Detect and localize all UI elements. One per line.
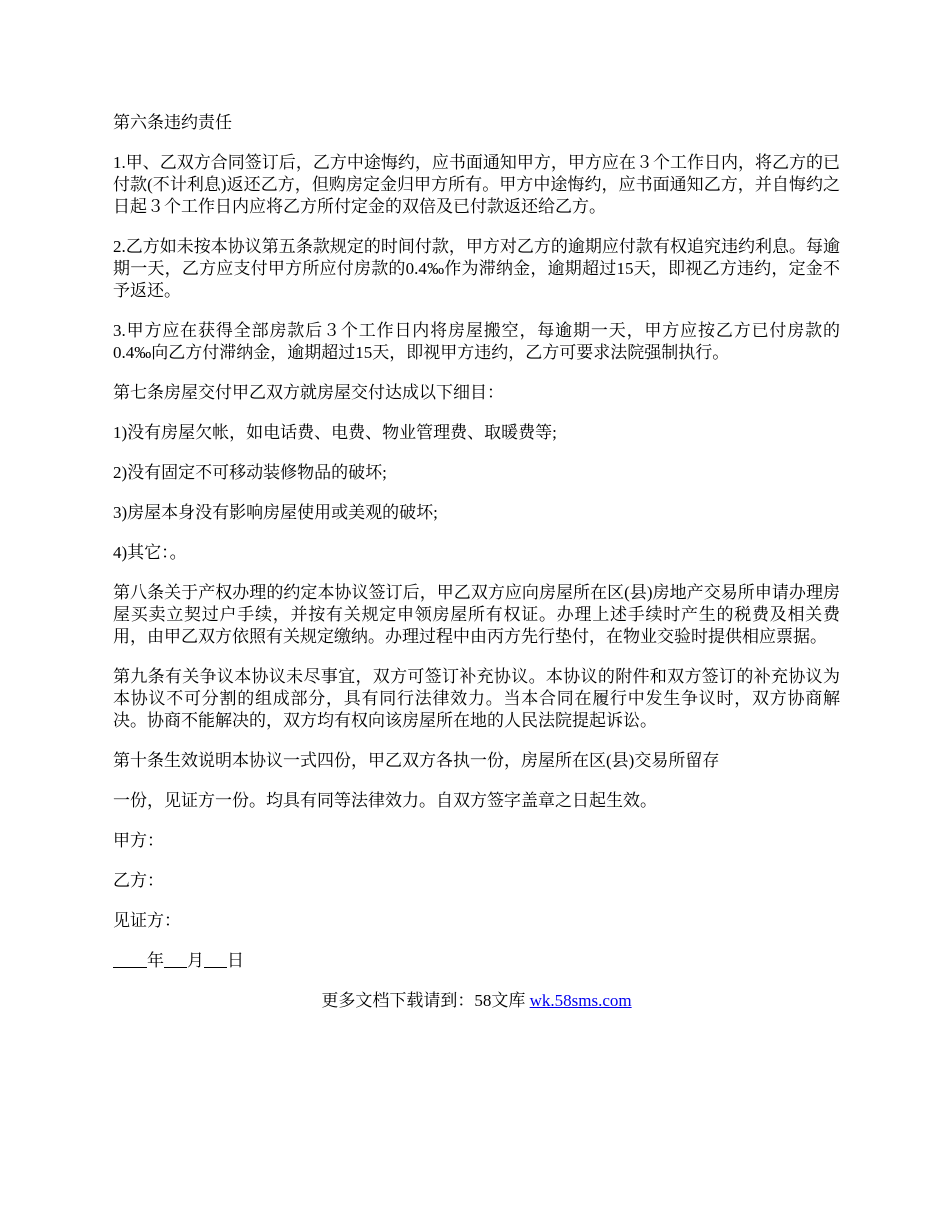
day-label: 日 [227,951,244,970]
footer-link[interactable]: wk.58sms.com [529,991,632,1010]
article-7-item-3: 3)房屋本身没有影响房屋使用或美观的破坏; [113,503,438,522]
article-9: 第九条有关争议本协议未尽事宜，双方可签订补充协议。本协议的附件和双方签订的补充协议为本协议不可分割的组成部分，具有同行法律效力。当本合同在履行中发生争议时，双方协商解决。协商不能解决的，双方均有权向该房屋所在地的人民法院提起诉讼。 [113,667,840,730]
article-10-line-2: 一份，见证方一份。均具有同等法律效力。自双方签字盖章之日起生效。 [113,791,657,810]
party-b-signature-line: 乙方： [113,871,164,890]
witness-signature-line: 见证方： [113,911,181,930]
day-blank [204,951,227,968]
article-6-clause-2: 2.乙方如未按本协议第五条款规定的时间付款，甲方对乙方的逾期应付款有权追究违约利息。每逾期一天，乙方应支付甲方所应付房款的0.4‰作为滞纳金，逾期超过15天，即视乙方违约，定金不予返还。 [113,237,840,300]
article-7-heading: 第七条房屋交付甲乙双方就房屋交付达成以下细目： [113,383,504,402]
article-8: 第八条关于产权办理的约定本协议签订后，甲乙双方应向房屋所在区(县)房地产交易所申请办理房屋买卖立契过户手续，并按有关规定申领房屋所有权证。办理上述手续时产生的税费及相关费用，由甲乙双方依照有关规定缴纳。办理过程中由丙方先行垫付，在物业交验时提供相应票据。 [113,583,840,646]
article-6-heading: 第六条违约责任 [113,113,232,132]
article-7-item-4: 4)其它：。 [113,543,187,562]
article-6-clause-3: 3.甲方应在获得全部房款后３个工作日内将房屋搬空，每逾期一天，甲方应按乙方已付房款的0.4‰向乙方付滞纳金，逾期超过15天，即视甲方违约，乙方可要求法院强制执行。 [113,321,840,362]
month-label: 月 [187,951,204,970]
article-10-line-1: 第十条生效说明本协议一式四份，甲乙双方各执一份，房屋所在区(县)交易所留存 [113,751,720,770]
article-7-item-1: 1)没有房屋欠帐，如电话费、电费、物业管理费、取暖费等; [113,423,557,442]
article-7-item-2: 2)没有固定不可移动装修物品的破坏; [113,463,387,482]
footer [113,990,840,1012]
footer-prefix: 更多文档下载请到：58文库 [321,991,530,1010]
year-label: 年 [147,951,164,970]
article-6-clause-1: 1.甲、乙双方合同签订后，乙方中途悔约，应书面通知甲方，甲方应在３个工作日内，将乙方的已付款(不计利息)返还乙方，但购房定金归甲方所有。甲方中途悔约，应书面通知乙方，并自悔约之日起３个工作日内应将乙方所付定金的双倍及已付款返还给乙方。 [113,153,840,216]
year-blank [113,951,147,968]
party-a-signature-line: 甲方： [113,831,164,850]
month-blank [164,951,187,968]
date-line [113,950,840,972]
